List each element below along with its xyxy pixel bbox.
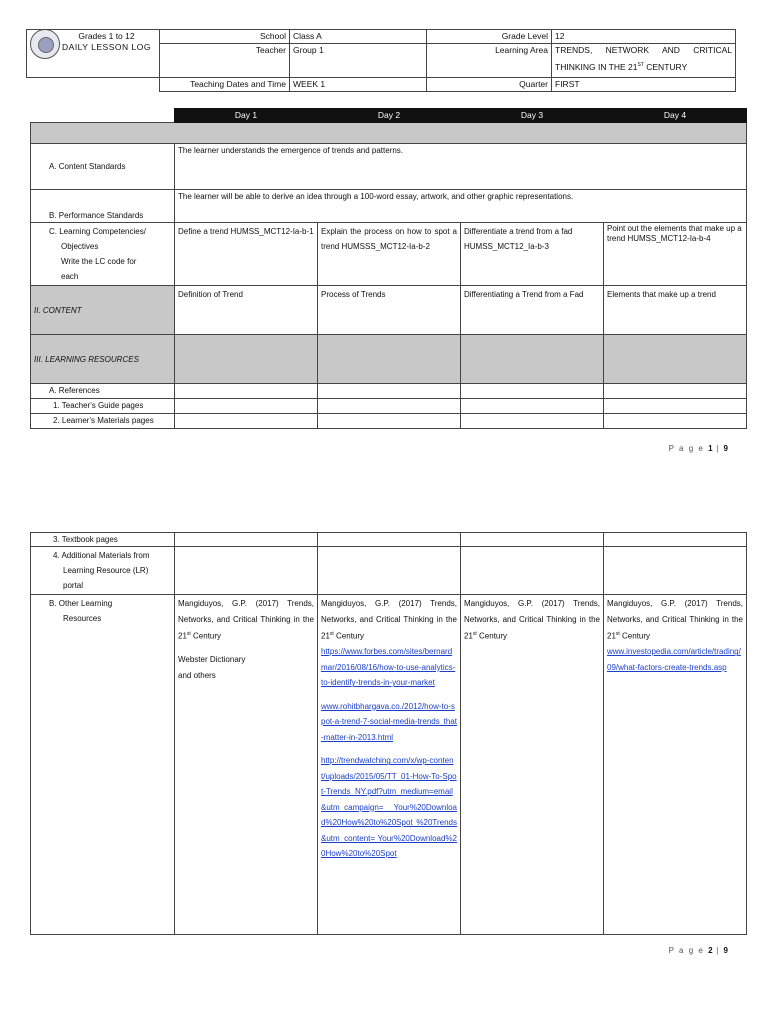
other-resources-day-3: [461, 595, 604, 935]
page-word: P a g e: [668, 946, 705, 955]
page-number: 2: [708, 946, 713, 955]
content-row: [31, 286, 747, 335]
content-day-2: Process of Trends: [318, 286, 461, 335]
citation-day-3: [464, 596, 600, 644]
teachers-guide-label: 1. Teacher's Guide pages: [31, 399, 175, 414]
learners-materials-day-1: [175, 414, 318, 429]
grades-cell: [27, 30, 160, 78]
additional-label-line-2: Learning Resource (LR): [63, 566, 149, 575]
rohitbhargava-link[interactable]: www.rohitbhargava.co./2012/how-to-spot-a-trend-7-social-media-trends that-matter-in-2013.html: [321, 701, 457, 742]
other-resources-day-4: [604, 595, 747, 935]
daily-lesson-log-title: DAILY LESSON LOG: [62, 42, 151, 52]
performance-standards-row: [31, 190, 747, 223]
teachers-guide-day-2: [318, 399, 461, 414]
citation-sup: st: [329, 631, 334, 637]
learners-materials-day-3: [461, 414, 604, 429]
additional-label-line-1: 4. Additional Materials from: [53, 551, 150, 560]
grade-level-label: Grade Level: [427, 30, 552, 44]
content-day-4: Elements that make up a trend: [604, 286, 747, 335]
references-label: A. References: [31, 384, 175, 399]
page-total: 9: [723, 946, 728, 955]
resources-day-1: [175, 335, 318, 384]
citation-text: Mangiduyos, G.P. (2017) Trends, Networks, and Critical Thinking in the 21: [178, 599, 314, 641]
textbook-day-2: [318, 533, 461, 547]
textbook-label: 3. Textbook pages: [31, 533, 175, 547]
resources-day-2: [318, 335, 461, 384]
learning-area-line-2b: CENTURY: [643, 61, 688, 72]
citation-sup: st: [186, 631, 191, 637]
textbook-day-3: [461, 533, 604, 547]
learners-materials-day-2: [318, 414, 461, 429]
trendwatching-link[interactable]: http://trendwatching.com/x/wp-content/uploads/2015/05/TT_01-How-To-Spot-Trends_NY.pdf?utm_medium=email&utm_campaign= Your%20Download%20How%20to%20Spot %20Trends&utm_content= Your%20Download%20How%20to%20Spot: [321, 756, 457, 859]
day-header-blank: [31, 109, 175, 123]
citation-text: Mangiduyos, G.P. (2017) Trends, Networks, and Critical Thinking in the 21: [321, 599, 457, 641]
learning-resources-label: III. LEARNING RESOURCES: [31, 335, 175, 384]
teachers-guide-row: [31, 399, 747, 414]
page-2-footer: [669, 946, 728, 955]
learning-area-sup: ST: [637, 62, 644, 68]
day-3-header: Day 3: [461, 109, 604, 123]
shaded-row-cell: [31, 123, 747, 144]
learning-resources-row: [31, 335, 747, 384]
additional-day-4: [604, 547, 747, 595]
learning-area-line-2a: THINKING IN THE 21: [555, 61, 638, 72]
other-resources-day-2: [318, 595, 461, 935]
competencies-label-line-2: Objectives: [61, 242, 99, 251]
empty-cell: [27, 78, 160, 92]
citation-end: Century: [619, 631, 651, 641]
and-others-text: and others: [178, 670, 216, 680]
teacher-label: Teacher: [160, 44, 290, 78]
performance-standards-value: The learner will be able to derive an idea through a 100-word essay, artwork, and other graphic representations.: [175, 190, 747, 223]
citation-day-2: [321, 596, 457, 644]
teachers-guide-day-1: [175, 399, 318, 414]
competency-day-3: Differentiate a trend from a fad HUMSS_MCT12_Ia-b-3: [461, 223, 604, 286]
content-standards-value: The learner understands the emergence of trends and patterns.: [175, 144, 747, 190]
competencies-label-line-1: C. Learning Competencies/: [49, 227, 146, 236]
page-1-footer: [669, 444, 728, 453]
competencies-label-line-4: each: [61, 272, 79, 281]
content-day-3: Differentiating a Trend from a Fad: [461, 286, 604, 335]
dates-value: WEEK 1: [290, 78, 427, 92]
references-day-1: [175, 384, 318, 399]
competency-day-4: Point out the elements that make up a trend HUMSS_MCT12-Ia-b-4: [604, 223, 747, 286]
day-2-header: Day 2: [318, 109, 461, 123]
content-standards-row: [31, 144, 747, 190]
citation-end: Century: [333, 631, 365, 641]
learning-area-value: [552, 44, 736, 78]
learners-materials-day-4: [604, 414, 747, 429]
school-label: School: [160, 30, 290, 44]
forbes-link[interactable]: https://www.forbes.com/sites/bernardmar/2016/08/16/how-to-use-analytics-to-identify-trends-in-your-market: [321, 647, 456, 688]
citation-text: Mangiduyos, G.P. (2017) Trends, Networks, and Critical Thinking in the 21: [464, 599, 600, 641]
additional-materials-label: [31, 547, 175, 595]
other-resources-label: [31, 595, 175, 935]
textbook-day-1: [175, 533, 318, 547]
additional-day-1: [175, 547, 318, 595]
references-day-2: [318, 384, 461, 399]
citation-end: Century: [190, 631, 222, 641]
day-1-header: Day 1: [175, 109, 318, 123]
day-header-row: [31, 109, 747, 123]
learning-area-label: Learning Area: [427, 44, 552, 78]
webster-dictionary-text: Webster Dictionary: [178, 655, 246, 665]
other-resources-day-1: [175, 595, 318, 935]
resources-day-3: [461, 335, 604, 384]
additional-materials-row: [31, 547, 747, 595]
performance-standards-label: B. Performance Standards: [31, 190, 175, 223]
content-day-1: Definition of Trend: [175, 286, 318, 335]
page-word: P a g e: [668, 444, 705, 453]
resources-day-4: [604, 335, 747, 384]
references-day-4: [604, 384, 747, 399]
grade-level-value: 12: [552, 30, 736, 44]
learning-area-line-2: [555, 60, 732, 73]
other-label-line-2: Resources: [63, 614, 102, 623]
citation-text: Mangiduyos, G.P. (2017) Trends, Networks, and Critical Thinking in the 21: [607, 599, 743, 641]
school-value: Class A: [290, 30, 427, 44]
lesson-table-page-1: [30, 108, 747, 429]
content-standards-label: A. Content Standards: [31, 144, 175, 190]
teachers-guide-day-4: [604, 399, 747, 414]
page-sep: |: [712, 946, 724, 955]
objectives-shaded-row: [31, 123, 747, 144]
quarter-label: Quarter: [427, 78, 552, 92]
other-label-line-1: B. Other Learning: [49, 599, 113, 608]
additional-day-3: [461, 547, 604, 595]
citation-end: Century: [476, 631, 508, 641]
teacher-value: Group 1: [290, 44, 427, 78]
other-resources-row: [31, 595, 747, 935]
textbook-day-4: [604, 533, 747, 547]
page-total: 9: [723, 444, 728, 453]
citation-day-4: [607, 596, 743, 644]
competencies-row: [31, 223, 747, 286]
learners-materials-label: 2. Learner's Materials pages: [31, 414, 175, 429]
quarter-value: FIRST: [552, 78, 736, 92]
citation-day-1: [178, 596, 314, 644]
textbook-row: [31, 533, 747, 547]
references-day-3: [461, 384, 604, 399]
references-row: [31, 384, 747, 399]
header-table: [26, 29, 736, 92]
learning-area-line-1: TRENDS, NETWORK AND CRITICAL: [555, 45, 732, 55]
competencies-label: [31, 223, 175, 286]
citation-sup: st: [615, 631, 620, 637]
citation-sup: st: [472, 631, 477, 637]
page-sep: |: [712, 444, 724, 453]
content-label: II. CONTENT: [31, 286, 175, 335]
grades-label: Grades 1 to 12: [78, 31, 135, 41]
learners-materials-row: [31, 414, 747, 429]
additional-day-2: [318, 547, 461, 595]
lesson-table-page-2: [30, 532, 747, 935]
investopedia-link[interactable]: www.investopedia.com/article/trading/09/what-factors-create-trends.asp: [607, 647, 741, 672]
additional-label-line-3: portal: [63, 581, 84, 590]
competencies-label-line-3: Write the LC code for: [61, 257, 137, 266]
dates-label: Teaching Dates and Time: [160, 78, 290, 92]
competency-day-2: Explain the process on how to spot a trend HUMSSS_MCT12-Ia-b-2: [318, 223, 461, 286]
page-number: 1: [708, 444, 713, 453]
day-4-header: Day 4: [604, 109, 747, 123]
teachers-guide-day-3: [461, 399, 604, 414]
competency-day-1: Define a trend HUMSS_MCT12-Ia-b-1: [175, 223, 318, 286]
